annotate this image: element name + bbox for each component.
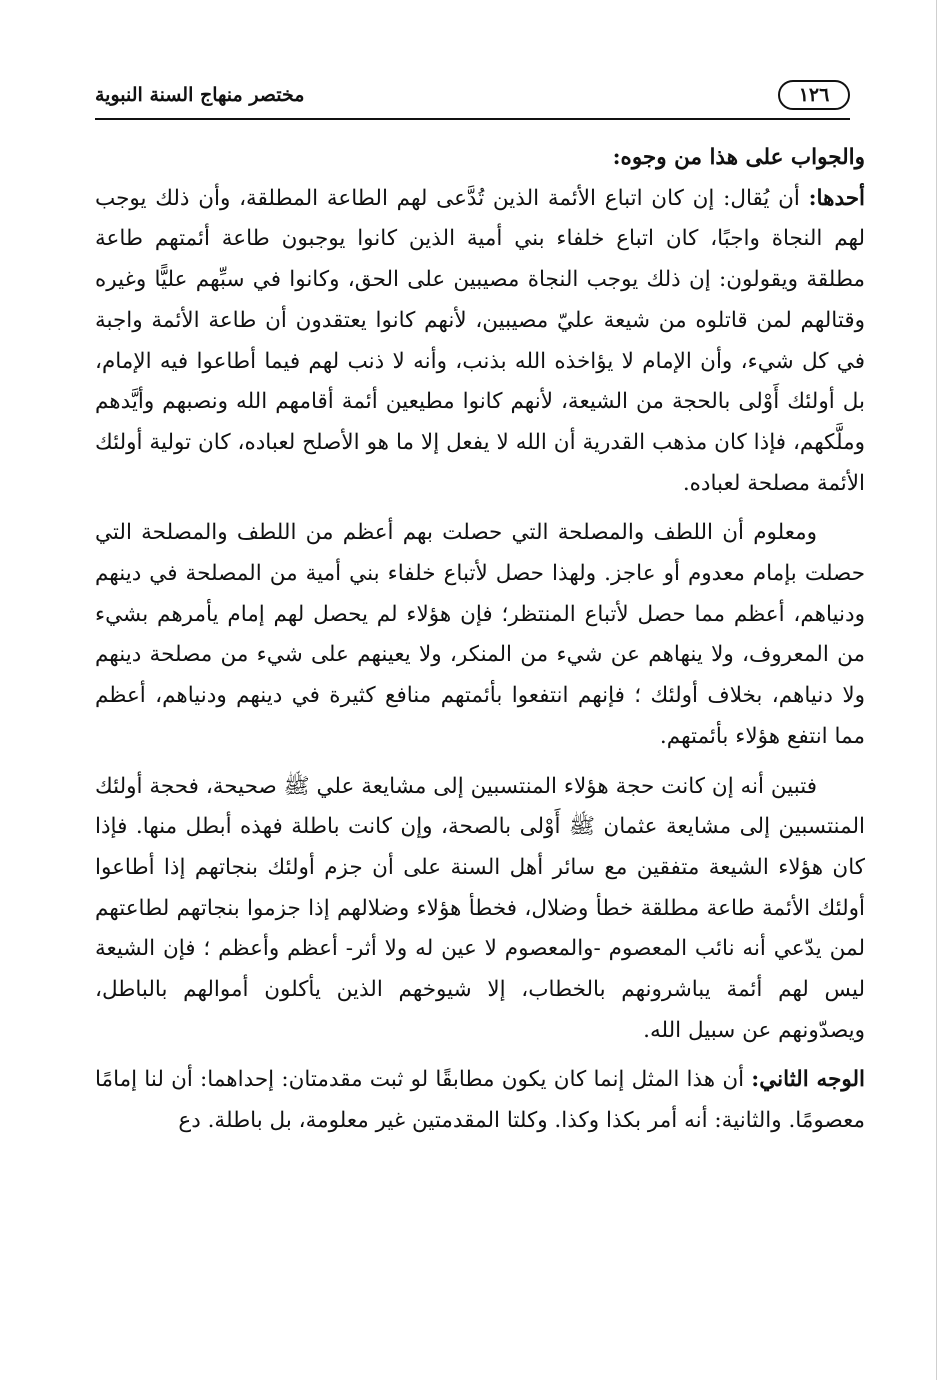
paragraph-second-aspect xyxy=(95,1060,865,1141)
intro-line: والجواب على هذا من وجوه: xyxy=(612,145,865,170)
page-number-badge: ١٢٦ xyxy=(778,80,850,110)
page-body xyxy=(95,138,865,1142)
paragraph-text: أن يُقال: إن كان اتباع الأئمة الذين تُدَّعى لهم الطاعة المطلقة، وأن ذلك يوجب لهم النجاة واجبًا، كان اتباع خلفاء بني أمية الذين كانوا يوجبون طاعة أئمتهم طاعة مطلقة ويقولون: إن ذلك يوجب النجاة مصيبين على الحق، وكانوا في سبِّهم عليًّا وغيره وقتالهم لمن قاتلوه من شيعة عليّ مصيبين، لأنهم كانوا يعتقدون أن طاعة الأئمة واجبة في كل شيء، وأن الإمام لا يؤاخذه الله بذنب، وأنه لا ذنب لهم فيما أطاعوا فيه الإمام، بل أولئك أَوْلى بالحجة من الشيعة، لأنهم كانوا مطيعين أئمة أقامهم الله ونصبهم وأيَّدهم وملَّكهم، فإذا كان مذهب القدرية أن الله لا يفعل إلا ما هو الأصلح لعباده، كان تولية أولئك الأئمة مصلحة لعباده. xyxy=(95,185,865,496)
paragraph-text: أن هذا المثل إنما كان يكون مطابقًا لو ثبت مقدمتان: إحداهما: أن لنا إمامًا معصومًا. والثانية: أنه أمر بكذا وكذا. وكلتا المقدمتين غير معلومة، بل باطلة. دع xyxy=(95,1067,865,1134)
paragraph-first-aspect xyxy=(95,179,865,505)
running-title: مختصر منهاج السنة النبوية xyxy=(95,84,305,106)
paragraph-conclusion: فتبين أنه إن كانت حجة هؤلاء المنتسبين إلى مشايعة علي ﷺ صحيحة، فحجة أولئك المنتسبين إلى مشايعة عثمان ﷺ أَوْلى بالصحة، وإن كانت باطلة فهذه أبطل منها. فإذا كان هؤلاء الشيعة متفقين مع سائر أهل السنة على أن جزم أولئك بنجاتهم إذا أطاعوا أولئك الأئمة طاعة مطلقة خطأ وضلال، فخطأ هؤلاء وضلالهم إذا جزموا بنجاتهم لطاعتهم لمن يدّعي أنه نائب المعصوم -والمعصوم لا عين له ولا أثر- أعظم وأعظم ؛ فإن الشيعة ليس لهم أئمة يباشرونهم بالخطاب، إلا شيوخهم الذين يأكلون أموالهم بالباطل، ويصدّونهم عن سبيل الله. xyxy=(95,773,865,1043)
paragraph-lead: الوجه الثاني: xyxy=(751,1067,865,1093)
paragraph-benefit: ومعلوم أن اللطف والمصلحة التي حصلت بهم أعظم من اللطف والمصلحة التي حصلت بإمام معدوم أو عاجز. ولهذا حصل لأتباع خلفاء بني أمية من المصلحة في دينهم ودنياهم، أعظم مما حصل لأتباع المنتظر؛ فإن هؤلاء لم يحصل لهم إمام يأمرهم بشيء من المعروف، ولا ينهاهم عن شيء من المنكر، ولا يعينهم على شيء من مصلحة دينهم ولا دنياهم، بخلاف أولئك ؛ فإنهم انتفعوا بأئمتهم منافع كثيرة في دينهم ودنياهم، أعظم مما انتفع هؤلاء بأئمتهم. xyxy=(95,520,865,749)
page-edge-line xyxy=(936,0,937,1380)
page-header xyxy=(95,78,850,120)
paragraph-lead: أحدها: xyxy=(808,185,865,211)
header-rule xyxy=(95,118,850,120)
